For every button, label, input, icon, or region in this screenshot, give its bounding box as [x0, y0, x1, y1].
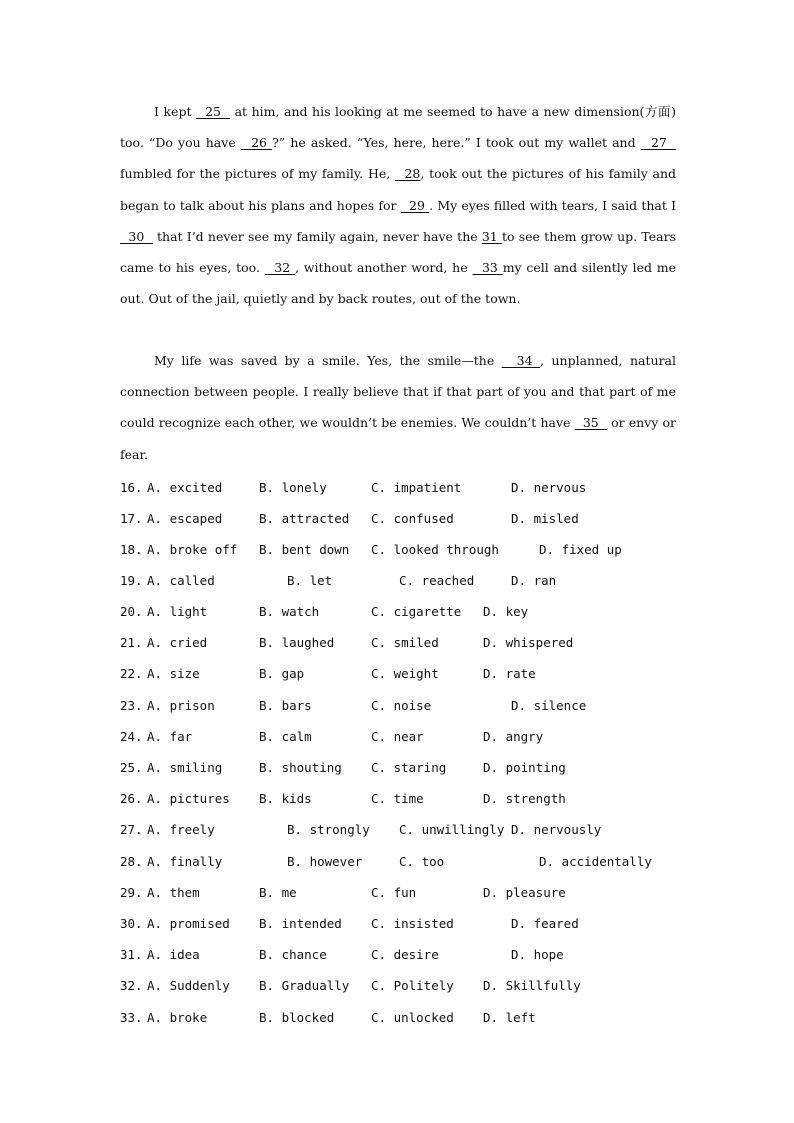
option-c: C. unlocked — [371, 1010, 454, 1025]
option-d: D. key — [483, 604, 529, 619]
option-c: C. cigarette — [371, 604, 462, 619]
option-d: D. feared — [511, 916, 579, 931]
option-d: D. ran — [511, 573, 557, 588]
option-d: D. left — [483, 1010, 536, 1025]
option-a: A. far — [147, 729, 193, 744]
option-d: D. whispered — [483, 635, 574, 650]
option-a: A. excited — [147, 480, 223, 495]
option-c: C. confused — [371, 511, 454, 526]
question-number: 30. — [120, 916, 143, 931]
option-b: B. strongly — [287, 822, 370, 837]
option-a: A. idea — [147, 947, 200, 962]
passage-text: I kept — [154, 104, 196, 119]
blank-25: 25 — [196, 104, 231, 119]
blank-26: 26 — [240, 135, 273, 151]
option-c: C. reached — [399, 573, 475, 588]
option-a: A. called — [147, 573, 215, 588]
question-number: 25. — [120, 760, 143, 775]
option-a: A. promised — [147, 916, 230, 931]
option-b: B. let — [287, 573, 333, 588]
question-number: 29. — [120, 885, 143, 900]
blank-35: 35 — [574, 415, 608, 431]
blank-30: 30 — [120, 228, 153, 244]
blank-29: 29 — [400, 197, 430, 213]
question-number: 22. — [120, 666, 143, 681]
option-c: C. fun — [371, 885, 417, 900]
blank-28: 28 — [394, 166, 421, 182]
option-a: A. cried — [147, 635, 208, 650]
question-number: 27. — [120, 822, 143, 837]
question-number: 17. — [120, 511, 143, 526]
option-a: A. escaped — [147, 511, 223, 526]
option-c: C. too — [399, 854, 445, 869]
option-c: C. noise — [371, 698, 432, 713]
question-number: 21. — [120, 635, 143, 650]
option-d: D. pleasure — [483, 885, 566, 900]
option-b: B. laughed — [259, 635, 335, 650]
option-d: D. rate — [483, 666, 536, 681]
blank-32: 32 — [264, 260, 296, 276]
option-d: D. hope — [511, 947, 564, 962]
option-a: A. freely — [147, 822, 215, 837]
option-a: A. light — [147, 604, 208, 619]
passage-text: fumbled for the pictures of my family. He, — [120, 166, 395, 182]
question-number: 20. — [120, 604, 143, 619]
option-d: D. silence — [511, 698, 587, 713]
option-a: A. Suddenly — [147, 978, 230, 993]
option-c: C. unwillingly — [399, 822, 505, 837]
option-b: B. calm — [259, 729, 312, 744]
option-a: A. pictures — [147, 791, 230, 806]
passage-paragraph-1 — [120, 96, 676, 314]
option-c: C. time — [371, 791, 424, 806]
question-number: 23. — [120, 698, 143, 713]
option-b: B. kids — [259, 791, 312, 806]
passage-text: that I’d never see my family again, never have the — [152, 228, 482, 244]
question-number: 18. — [120, 542, 143, 557]
option-b: B. me — [259, 885, 297, 900]
passage-text: , took out the pictures of his family and began to talk about his plans and hopes for — [120, 166, 677, 213]
option-b: B. attracted — [259, 511, 350, 526]
option-c: C. smiled — [371, 635, 439, 650]
question-number: 32. — [120, 978, 143, 993]
blank-27: 27 — [640, 135, 676, 151]
option-c: C. impatient — [371, 480, 462, 495]
option-a: A. prison — [147, 698, 215, 713]
option-b: B. blocked — [259, 1010, 335, 1025]
option-c: C. staring — [371, 760, 447, 775]
question-number: 26. — [120, 791, 143, 806]
option-b: B. lonely — [259, 480, 327, 495]
passage-text: , without another word, he — [295, 260, 473, 276]
option-d: D. strength — [483, 791, 566, 806]
passage-text: . My eyes filled with tears, I said that I — [429, 197, 677, 213]
option-a: A. size — [147, 666, 200, 681]
option-a: A. finally — [147, 854, 223, 869]
option-d: D. accidentally — [539, 854, 652, 869]
option-b: B. however — [287, 854, 363, 869]
option-b: B. watch — [259, 604, 320, 619]
option-a: A. broke off — [147, 542, 238, 557]
blank-31: 31 — [481, 228, 502, 244]
option-d: D. angry — [483, 729, 544, 744]
passage-text: or envy or fear. — [120, 415, 676, 462]
option-c: C. Politely — [371, 978, 454, 993]
option-b: B. intended — [259, 916, 342, 931]
passage-text: , unplanned, natural connection between people. I really believe that if that part of you and that part of me could recognize each other, we wouldn’t be enemies. We couldn’t have — [120, 353, 676, 431]
option-b: B. gap — [259, 666, 305, 681]
question-number: 24. — [120, 729, 143, 744]
option-b: B. shouting — [259, 760, 342, 775]
option-d: D. fixed up — [539, 542, 622, 557]
option-c: C. desire — [371, 947, 439, 962]
option-d: D. misled — [511, 511, 579, 526]
option-b: B. bars — [259, 698, 312, 713]
option-a: A. broke — [147, 1010, 208, 1025]
option-b: B. Gradually — [259, 978, 350, 993]
passage-text: ?” he asked. “Yes, here, here.” I took out my wallet and — [272, 135, 641, 151]
option-a: A. them — [147, 885, 200, 900]
question-number: 33. — [120, 1010, 143, 1025]
option-c: C. near — [371, 729, 424, 744]
option-d: D. pointing — [483, 760, 566, 775]
question-number: 19. — [120, 573, 143, 588]
option-b: B. chance — [259, 947, 327, 962]
option-a: A. smiling — [147, 760, 223, 775]
passage-text: at him, and his looking at me seemed to have a new dimension(方面) too. “Do you have — [120, 104, 676, 151]
passage-text: My life was saved by a smile. Yes, the smile—the — [154, 353, 502, 368]
passage-text: my cell and silently led me out. Out of the jail, quietly and by back routes, out of the town. — [120, 260, 677, 307]
option-c: C. looked through — [371, 542, 499, 557]
question-number: 28. — [120, 854, 143, 869]
passage-paragraph-2 — [120, 345, 676, 470]
option-b: B. bent down — [259, 542, 350, 557]
option-c: C. weight — [371, 666, 439, 681]
question-number: 16. — [120, 480, 143, 495]
blank-33: 33 — [472, 260, 503, 276]
question-number: 31. — [120, 947, 143, 962]
option-c: C. insisted — [371, 916, 454, 931]
option-d: D. nervous — [511, 480, 587, 495]
blank-34: 34 — [501, 353, 541, 368]
option-d: D. Skillfully — [483, 978, 581, 993]
option-d: D. nervously — [511, 822, 602, 837]
passage-text: to see them grow up. Tears came to his eyes, too. — [120, 228, 676, 276]
